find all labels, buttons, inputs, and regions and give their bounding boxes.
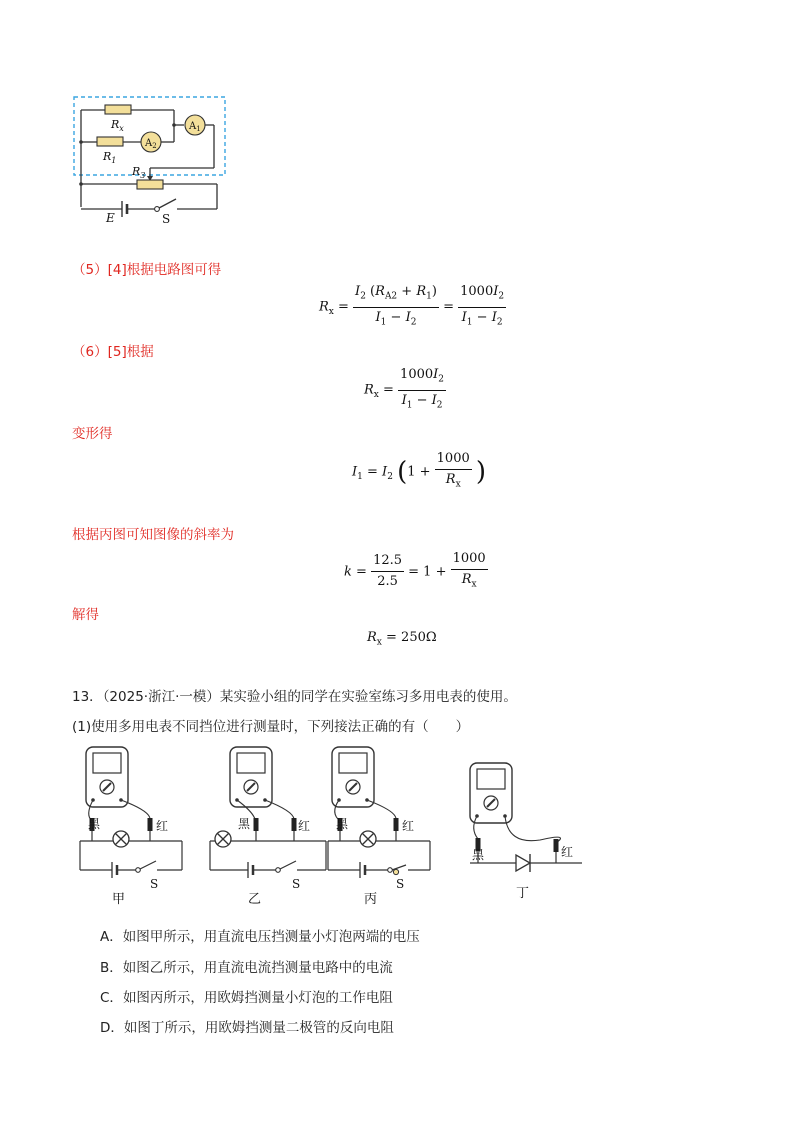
svg-text:S: S (292, 877, 301, 891)
figure-ding (470, 763, 582, 901)
option-d-text: 如图丁所示，用欧姆挡测量二极管的反向电阻 (123, 1020, 394, 1036)
svg-text:黑: 黑 (336, 817, 349, 831)
svg-text:红: 红 (561, 845, 574, 859)
multimeter-figures (70, 745, 590, 905)
formula-rx: $R_x$ = $\frac{1000I_2}{I_1 - I_2}$ (364, 367, 445, 411)
formula-i1: $I_1 = I_2$ (1 + $\frac{1000}{R_x}$ ) (352, 451, 487, 490)
svg-text:丙: 丙 (364, 892, 378, 905)
option-c-text: 如图丙所示，用欧姆挡测量小灯泡的工作电阻 (122, 990, 393, 1006)
option-c-key: C． (100, 990, 123, 1006)
svg-text:S: S (396, 877, 405, 891)
formula-result: $R_x = 250\Omega$ (367, 630, 437, 648)
slope-label: 根据丙图可知图像的斜率为 (72, 527, 234, 543)
option-a-key: A． (100, 929, 123, 945)
svg-text:乙: 乙 (248, 892, 262, 905)
question-stem: 13．（2025·浙江·一模）某实验小组的同学在实验室练习多用电表的使用。 (72, 689, 517, 705)
option-d[interactable] (100, 1016, 394, 1036)
svg-text:甲: 甲 (112, 892, 126, 905)
svg-text:S: S (162, 212, 171, 226)
step5-label: （5）[4]根据电路图可得 (72, 262, 222, 278)
step6-label: （6）[5]根据 (72, 344, 154, 360)
svg-text:S: S (150, 877, 159, 891)
solve-label: 解得 (72, 607, 99, 623)
figure-yi (210, 747, 326, 905)
option-a-text: 如图甲所示，用直流电压挡测量小灯泡两端的电压 (122, 929, 420, 945)
svg-text:黑: 黑 (88, 817, 101, 831)
svg-text:黑: 黑 (238, 817, 251, 831)
option-b-text: 如图乙所示，用直流电流挡测量电路中的电流 (122, 960, 393, 976)
resistor-r1 (97, 137, 123, 146)
svg-text:A2: $A_2$ (145, 138, 157, 150)
rheostat-r3 (137, 180, 163, 189)
formula-rx-derivation: $R_x$ = $\frac{I_2 (R_{A2} + R_1)}{I_1 - I_2}$ = $\frac{1000I_2}{I_1 - I_2}$ (319, 284, 505, 328)
figure-jia (80, 747, 182, 905)
diode (516, 855, 530, 871)
option-c[interactable] (100, 986, 393, 1006)
option-a[interactable] (100, 925, 420, 945)
option-d-key: D． (100, 1020, 124, 1036)
circuit-diagram-top (70, 92, 230, 227)
option-b[interactable] (100, 956, 393, 976)
svg-text:E: E (106, 211, 115, 225)
svg-text:Rx: $R_x$ (111, 118, 124, 133)
svg-text:黑: 黑 (472, 848, 485, 862)
transform-label: 变形得 (72, 426, 113, 442)
svg-text:丁: 丁 (516, 886, 530, 901)
svg-text:R3: $R_3$ (132, 165, 146, 180)
figure-bing (328, 747, 430, 905)
svg-text:红: 红 (402, 819, 415, 833)
resistor-rx (105, 105, 131, 114)
question-part1: (1)使用多用电表不同挡位进行测量时，下列接法正确的有（ ） (72, 719, 470, 735)
svg-text:红: 红 (298, 819, 311, 833)
option-b-key: B． (100, 960, 123, 976)
formula-slope: k = $\frac{12.5}{2.5}$ = 1 + $\frac{1000}{R_x}$ (344, 551, 486, 590)
svg-text:A1: $A_1$ (189, 121, 201, 133)
svg-text:R1: $R_1$ (103, 150, 117, 165)
svg-text:红: 红 (156, 819, 169, 833)
switch-s (155, 207, 160, 212)
